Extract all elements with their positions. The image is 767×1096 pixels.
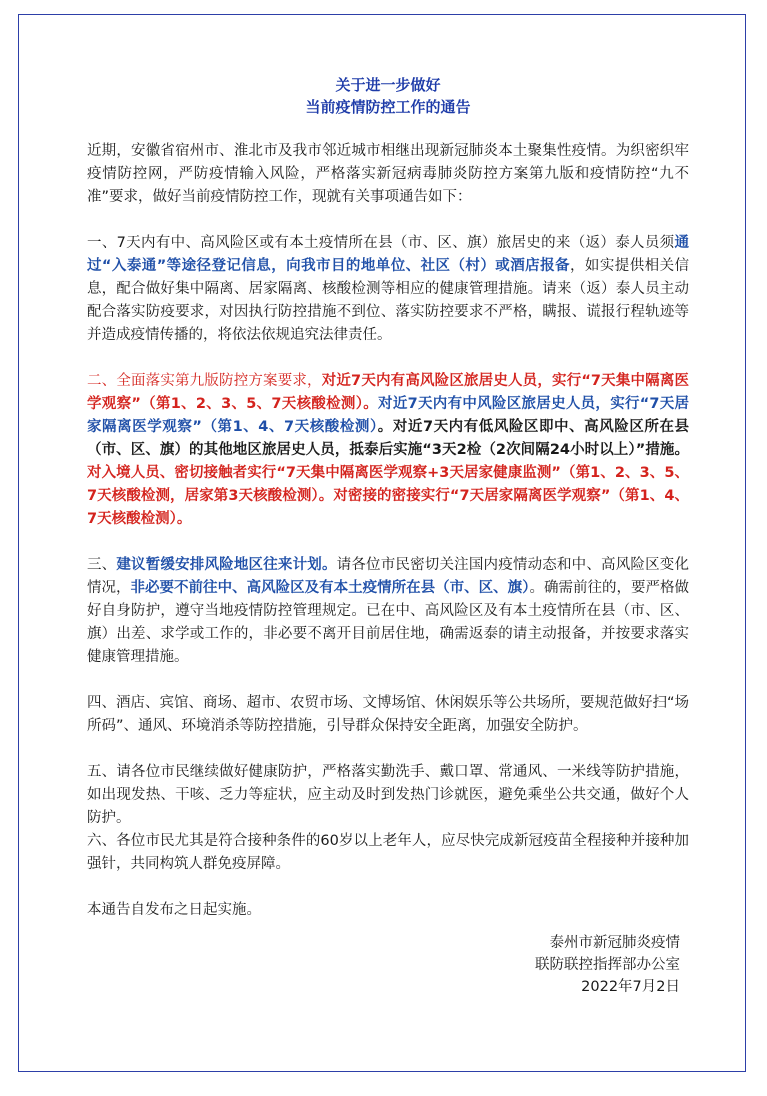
item-2-paragraph — [87, 370, 689, 531]
item-2-text-c: 。 — [363, 396, 379, 412]
item-2-high-risk: 对近7天内有高风险区旅居史人员，实行“7天集中隔离医学观察”（第1、2、3、5、7天核酸检测） — [87, 373, 689, 412]
intro-paragraph: 近期，安徽省宿州市、淮北市及我市邻近城市相继出现新冠肺炎本土聚集性疫情。为织密织牢疫情防控网，严防疫情输入风险，严格落实新冠病毒肺炎防控方案第九版和疫情防控“九不准”要求，做好当前疫情防控工作，现就有关事项通告如下： — [87, 143, 689, 205]
item-3-text-e: 。确需前往的，要严格做好自身防护，遵守当地疫情防控管理规定。已在中、高风险区及有本土疫情所在县（市、区、旗）出差、求学或工作的，非必要不离开目前居住地，确需返泰的请主动报备，并按要求落实健康管理措施。 — [87, 580, 690, 665]
item-1-text-a: 一、7天内有中、高风险区或有本土疫情所在县（市、区、旗）旅居史的来（返）泰人员须 — [87, 235, 675, 251]
signature-date: 2022年7月2日 — [581, 979, 680, 995]
item-3-paragraph — [87, 554, 689, 669]
title-line-1: 关于进一步做好 — [335, 76, 441, 94]
item-2-inbound: 对入境人员、密切接触者实行“7天集中隔离医学观察+3天居家健康监测”（第1、2、3、5、7天核酸检测，居家第3天核酸检测）。对密接的密接实行“7天居家隔离医学观察”（第1、4、7天核酸检测）。 — [87, 465, 689, 527]
item-2-medium-risk: 对近7天内有中风险区旅居史人员，实行“7天居家隔离医学观察”（第1、4、7天核酸检测） — [87, 396, 689, 435]
signature-org-1: 泰州市新冠肺炎疫情 — [549, 935, 680, 951]
item-1-paragraph — [87, 232, 689, 347]
notice-title — [87, 74, 689, 118]
notice-body — [87, 74, 689, 922]
item-3-text-c: 请各位市民密切关注国内疫情动态和中、高风险区变化情况， — [87, 557, 689, 596]
item-1-text-c: ，如实提供相关信息，配合做好集中隔离、居家隔离、核酸检测等相应的健康管理措施。请来（返）泰人员主动配合落实防疫要求，对因执行防控措施不到位、落实防控要求不严格，瞒报、谎报行程轨迹等并造成疫情传播的，将依法依规追究法律责任。 — [87, 258, 690, 343]
item-2-text-a: 二、全面落实第九版防控方案要求， — [87, 373, 322, 389]
item-2-low-risk: 。对近7天内有低风险区即中、高风险区所在县（市、区、旗）的其他地区旅居史人员，抵泰后实施“3天2检（2次间隔24小时以上）”措施。 — [87, 419, 690, 458]
closing-paragraph: 本通告自发布之日起实施。 — [87, 902, 261, 918]
item-1-highlight: 通过“入泰通”等途径登记信息，向我市目的地单位、社区（村）或酒店报备 — [87, 235, 689, 274]
item-3-no-travel: 非必要不前往中、高风险区及有本土疫情所在县（市、区、旗） — [130, 580, 530, 596]
item-4-paragraph: 四、酒店、宾馆、商场、超市、农贸市场、文博场馆、休闲娱乐等公共场所，要规范做好扫“场所码”、通风、环境消杀等防控措施，引导群众保持安全距离，加强安全防护。 — [87, 695, 690, 734]
title-line-2: 当前疫情防控工作的通告 — [305, 98, 471, 116]
item-5-paragraph: 五、请各位市民继续做好健康防护，严格落实勤洗手、戴口罩、常通风、一米线等防护措施，如出现发热、干咳、乏力等症状，应主动及时到发热门诊就医，避免乘坐公共交通，做好个人防护。 — [87, 764, 689, 826]
signature-org-2: 联防联控指挥部办公室 — [535, 957, 680, 973]
signature-block — [535, 932, 680, 998]
item-3-suggestion: 建议暂缓安排风险地区往来计划。 — [116, 557, 337, 573]
item-6-paragraph: 六、各位市民尤其是符合接种条件的60岁以上老年人，应尽快完成新冠疫苗全程接种并接种加强针，共同构筑人群免疫屏障。 — [87, 833, 689, 872]
item-3-text-a: 三、 — [87, 557, 117, 573]
